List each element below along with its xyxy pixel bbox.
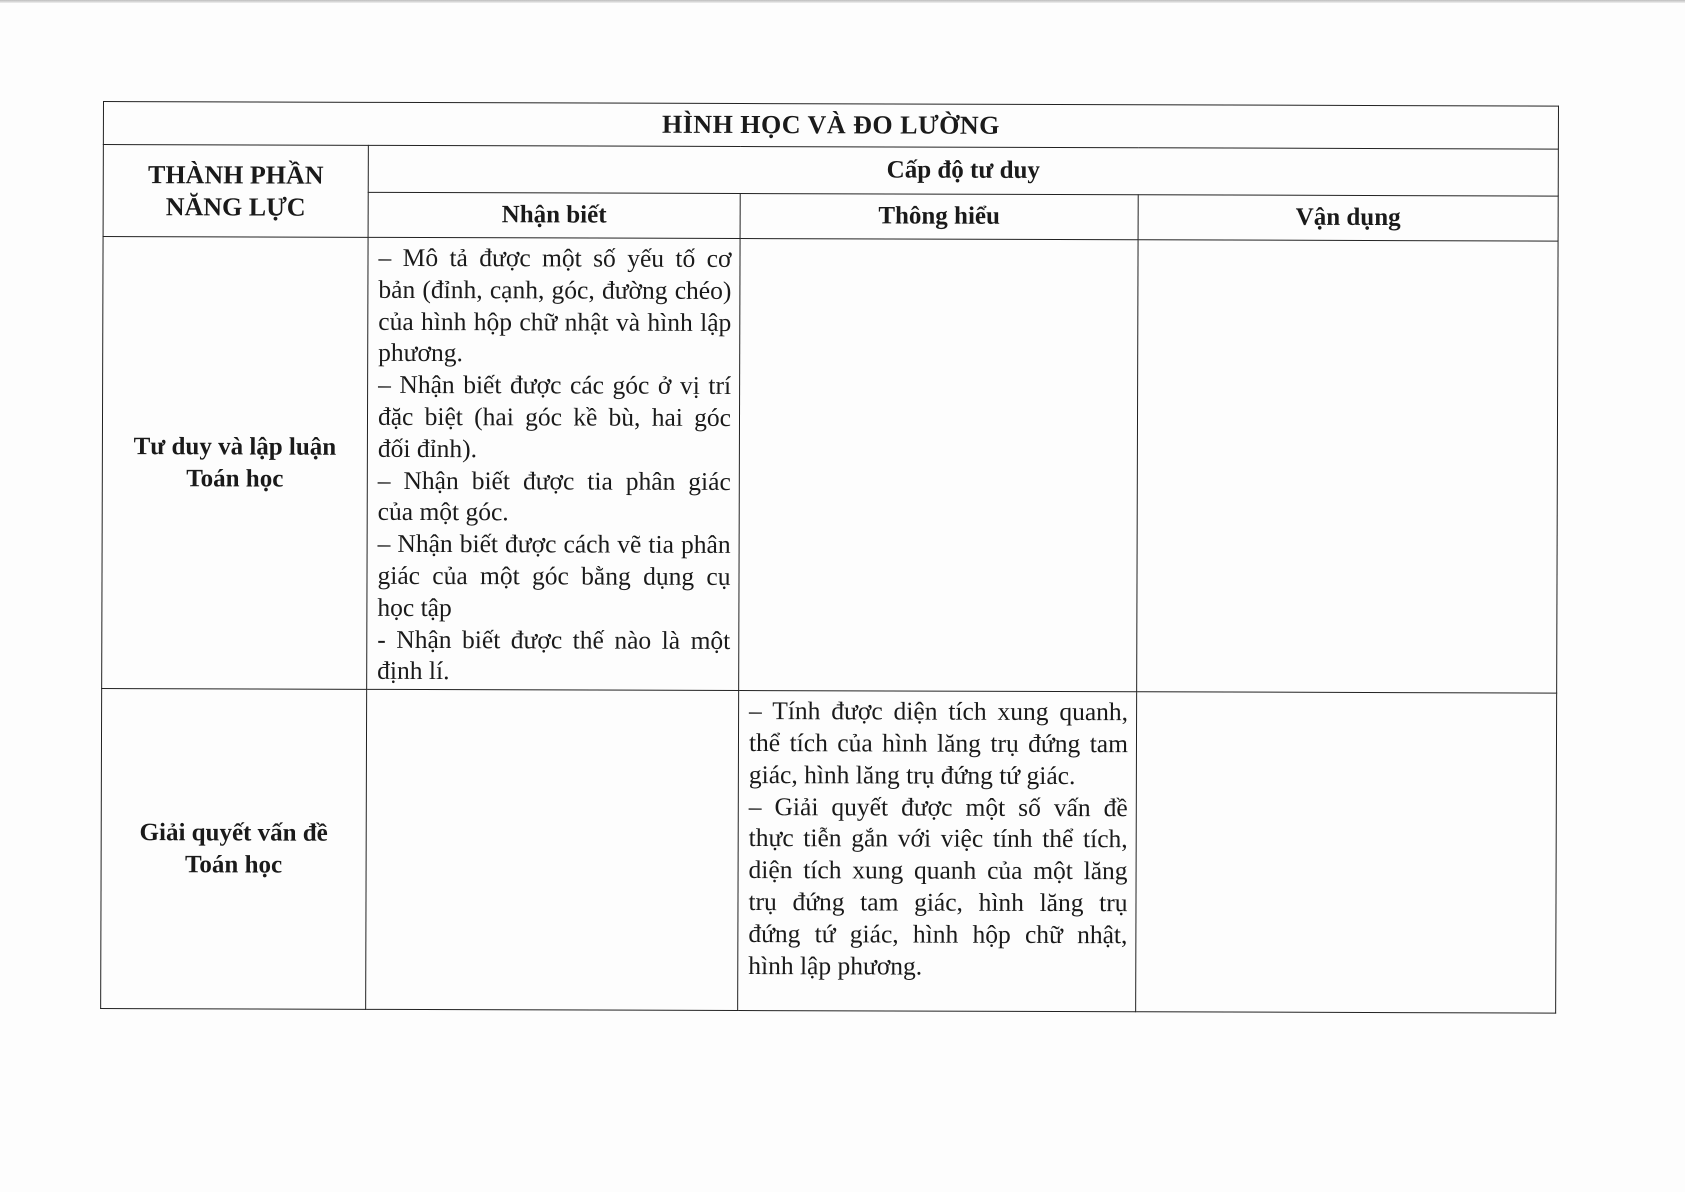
row-label-reasoning: [102, 237, 368, 690]
list-item: – Giải quyết được một số vấn đề thực tiễn gắn với việc tính thể tích, diện tích xung quanh của một lăng trụ đứng tam giác, hình lăng trụ đứng tứ giác, hình hộp chữ nhật, hình lập phương.: [748, 791, 1128, 981]
list-item: – Nhận biết được các góc ở vị trí đặc biệt (hai góc kề bù, hai góc đối đỉnh).: [377, 370, 732, 463]
reasoning-apply-cell: [1137, 240, 1558, 693]
competency-table: [100, 101, 1559, 1014]
level-understand-header: Thông hiểu: [740, 194, 1138, 240]
competency-header-line-1: THÀNH PHẦN: [147, 159, 324, 190]
scan-top-edge: [0, 0, 1685, 3]
level-recognize-header: Nhận biết: [368, 192, 740, 238]
list-item: – Nhận biết được tia phân giác của một góc.: [377, 465, 731, 527]
row-label-line-1: Giải quyết vấn đề: [139, 818, 328, 847]
reasoning-recognize-cell: [367, 237, 740, 690]
table-row: [101, 689, 1557, 1014]
problem-recognize-cell: [366, 689, 739, 1010]
list-item: – Mô tả được một số yếu tố cơ bản (đỉnh, cạnh, góc, đường chéo) của hình hộp chữ nhật và hình lập phương.: [378, 242, 732, 368]
list-item: – Tính được diện tích xung quanh, thể tích của hình lăng trụ đứng tam giác, hình lăng trụ đứng tứ giác.: [748, 696, 1129, 790]
reasoning-understand-cell: [739, 239, 1138, 692]
list-item: – Nhận biết được cách vẽ tia phân giác của một góc bằng dụng cụ học tập: [377, 529, 731, 622]
row-label-line-1: Tư duy và lập luận: [133, 432, 337, 461]
table-title: HÌNH HỌC VÀ ĐO LƯỜNG: [103, 102, 1558, 150]
thinking-level-header: Cấp độ tư duy: [368, 145, 1558, 196]
competency-header-line-2: NĂNG LỰC: [165, 191, 306, 222]
problem-apply-cell: [1136, 692, 1557, 1013]
problem-understand-cell: [738, 691, 1137, 1012]
table-row: [102, 237, 1558, 694]
row-label-problem-solving: [101, 689, 367, 1010]
competency-header: [103, 145, 368, 238]
level-apply-header: Vận dụng: [1138, 195, 1558, 241]
row-label-line-2: Toán học: [185, 850, 283, 879]
row-label-line-2: Toán học: [186, 464, 284, 493]
list-item: - Nhận biết được thế nào là một định lí.: [377, 624, 731, 686]
